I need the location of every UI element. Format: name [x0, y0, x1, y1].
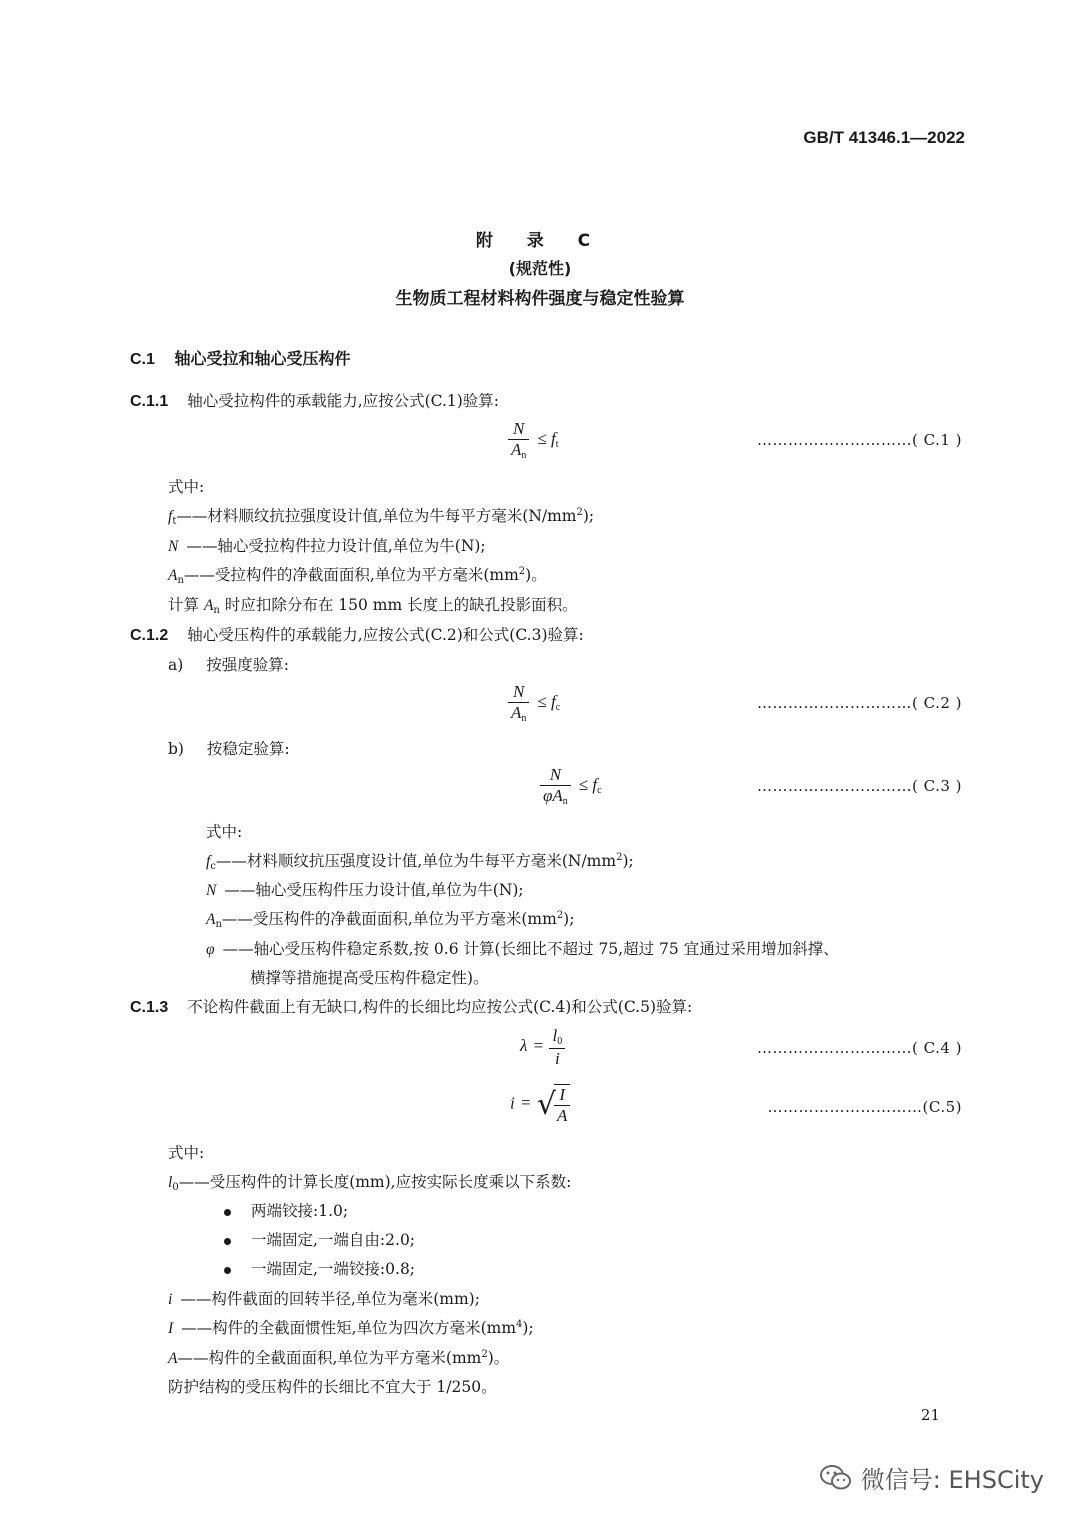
formula-subscript: n	[521, 449, 527, 461]
clause-text: 轴心受拉构件的承载能力,应按公式(C.1)验算:	[187, 392, 500, 410]
def-end: );	[622, 852, 634, 870]
def-var: A	[168, 1350, 178, 1367]
definition-item	[206, 907, 574, 930]
watermark-text: 微信号: EHSCity	[860, 1466, 1044, 1494]
def-sub: c	[210, 861, 216, 872]
page-number: 21	[920, 1406, 940, 1424]
def-sup: 4	[516, 1319, 523, 1330]
def-var: f	[206, 853, 211, 870]
clause-text: 不论构件截面上有无缺口,构件的长细比均应按公式(C.4)和公式(C.5)验算:	[187, 998, 693, 1016]
bullet-text: 两端铰接:1.0;	[251, 1202, 349, 1220]
definition-item	[168, 1346, 509, 1368]
formula-denominator: A	[511, 702, 522, 722]
formula-relation: =	[520, 1093, 531, 1113]
list-label: a)	[168, 656, 184, 674]
bullet-text: 一端固定,一端铰接:0.8;	[251, 1260, 416, 1278]
appendix-nature: (规范性)	[508, 259, 572, 278]
clause-note: 防护结构的受压构件的长细比不宜大于 1/250。	[168, 1378, 497, 1396]
def-end: )。	[525, 566, 547, 584]
appendix-label: 附 录 C	[475, 231, 605, 251]
formula-phi: φ	[543, 785, 553, 805]
def-end: )。	[487, 1349, 510, 1367]
def-text: ——受拉构件的净截面面积,单位为平方毫米(mm	[183, 566, 519, 584]
clause-number: C.1.3	[130, 999, 169, 1016]
section-number: C.1	[130, 351, 155, 368]
def-text: ——构件的全截面惯性矩,单位为四次方毫米(mm	[181, 1319, 517, 1337]
formula-c1	[508, 419, 559, 461]
where-label: 式中:	[206, 823, 243, 841]
formula-c4	[520, 1026, 565, 1068]
where-label: 式中:	[168, 478, 205, 496]
standard-number: GB/T 41346.1—2022	[803, 128, 965, 147]
appendix-title: 生物质工程材料构件强度与稳定性验算	[395, 289, 685, 309]
formula-numerator: N	[508, 682, 529, 703]
definition-item	[168, 1287, 480, 1309]
formula-subscript: c	[555, 701, 561, 713]
formula-lhs: i	[510, 1093, 515, 1113]
formula-c2	[508, 682, 560, 724]
wechat-icon	[819, 1463, 853, 1493]
def-text: ——轴心受拉构件拉力设计值,单位为牛(N);	[186, 537, 486, 555]
def-sup: 2	[481, 1349, 488, 1360]
formula-rhs: f	[550, 691, 556, 711]
definition-item	[168, 504, 594, 527]
def-sup: 2	[576, 507, 583, 518]
formula-subscript: c	[597, 784, 602, 796]
equation-number: …………………………( C.4 )	[757, 1039, 962, 1057]
def-text: ——受压构件的净截面面积,单位为平方毫米(mm	[221, 910, 557, 928]
def-end: );	[582, 507, 595, 525]
def-var: I	[168, 1320, 174, 1337]
def-var: f	[168, 508, 173, 525]
note-text: 计算	[168, 596, 200, 614]
def-sub: t	[172, 516, 177, 527]
bullet-item	[224, 1228, 415, 1250]
list-item-b	[168, 737, 290, 759]
clause-note	[168, 593, 578, 616]
def-sub: 0	[172, 1182, 179, 1193]
def-end: );	[563, 910, 575, 928]
clause-number: C.1.2	[130, 627, 169, 644]
formula-numerator: I	[554, 1085, 570, 1106]
formula-subscript: n	[562, 795, 568, 807]
formula-denominator: A	[556, 1105, 568, 1125]
formula-denominator: A	[552, 785, 563, 805]
def-text: ——材料顺纹抗压强度设计值,单位为牛每平方毫米(N/mm	[215, 852, 617, 870]
formula-c3	[540, 765, 602, 807]
equation-number: …………………………( C.2 )	[757, 694, 962, 712]
definition-item	[168, 534, 486, 556]
section-title: 轴心受拉和轴心受压构件	[174, 349, 351, 368]
def-end: );	[522, 1319, 534, 1337]
def-text: ——轴心受压构件稳定系数,按 0.6 计算(长细比不超过 75,超过 75 宜通过采用增加斜撑、	[222, 940, 839, 958]
formula-c5	[510, 1084, 570, 1125]
formula-denominator: A	[511, 439, 522, 459]
list-label: b)	[168, 740, 184, 758]
definition-item	[168, 1170, 571, 1193]
def-var: l	[168, 1174, 173, 1191]
formula-relation: ≤	[537, 428, 547, 448]
def-text: ——构件截面的回转半径,单位为毫米(mm);	[180, 1290, 480, 1308]
bullet-item	[224, 1257, 415, 1279]
where-label: 式中:	[168, 1144, 205, 1162]
formula-relation: ≤	[579, 774, 589, 794]
def-var: N	[206, 882, 217, 899]
clause-number: C.1.1	[130, 393, 169, 410]
def-sup: 2	[616, 852, 623, 863]
def-sup: 2	[556, 910, 564, 921]
section-heading-c1	[130, 346, 351, 369]
note-var: A	[203, 597, 214, 614]
bullet-text: 一端固定,一端自由:2.0;	[251, 1231, 416, 1249]
formula-numerator: N	[540, 765, 571, 786]
def-var: N	[168, 538, 179, 555]
formula-numerator: l	[552, 1026, 558, 1045]
definition-continuation: 横撑等措施提高受压构件稳定性)。	[250, 969, 489, 987]
formula-lhs: λ	[520, 1035, 528, 1055]
def-text: ——轴心受压构件压力设计值,单位为牛(N);	[224, 881, 524, 899]
definition-item	[206, 937, 839, 959]
definition-item	[168, 563, 547, 586]
watermark	[819, 1460, 1044, 1495]
bullet-item	[224, 1199, 348, 1221]
list-text: 按稳定验算:	[206, 740, 290, 758]
formula-rhs: f	[550, 428, 556, 448]
equation-number: …………………………( C.3 )	[757, 777, 962, 795]
formula-relation: ≤	[537, 691, 547, 711]
formula-subscript: t	[555, 438, 559, 450]
note-sub: n	[213, 605, 220, 616]
def-var: A	[168, 567, 178, 584]
def-text: ——受压构件的计算长度(mm),应按实际长度乘以下系数:	[178, 1173, 572, 1191]
def-sub: n	[177, 575, 184, 586]
formula-subscript: 0	[557, 1036, 563, 1047]
bullet-icon	[224, 1238, 231, 1245]
formula-denominator: i	[554, 1048, 560, 1068]
note-text: 时应扣除分布在 150 mm 长度上的缺孔投影面积。	[224, 596, 578, 614]
def-sup: 2	[518, 566, 526, 577]
equation-number: …………………………(C.5)	[767, 1098, 962, 1116]
def-var: A	[206, 911, 216, 928]
sqrt-icon: √	[536, 1087, 556, 1123]
formula-relation: =	[533, 1035, 544, 1055]
clause-text: 轴心受压构件的承载能力,应按公式(C.2)和公式(C.3)验算:	[187, 626, 584, 644]
clause-c11	[130, 389, 499, 411]
def-var: i	[168, 1291, 173, 1308]
list-item-a	[168, 653, 289, 675]
formula-subscript: n	[521, 712, 527, 724]
definition-item	[206, 878, 524, 900]
def-text: ——材料顺纹抗拉强度设计值,单位为牛每平方毫米(N/mm	[176, 507, 577, 525]
clause-c13	[130, 995, 692, 1017]
def-sub: n	[215, 919, 222, 930]
def-var: φ	[206, 941, 215, 958]
clause-c12	[130, 623, 584, 645]
formula-rhs: f	[592, 774, 598, 794]
equation-number: …………………………( C.1 )	[757, 431, 962, 449]
formula-numerator: N	[508, 419, 529, 440]
definition-item	[168, 1316, 534, 1338]
bullet-icon	[224, 1209, 231, 1216]
list-text: 按强度验算:	[206, 656, 289, 674]
definition-item	[206, 849, 634, 872]
bullet-icon	[224, 1267, 231, 1274]
def-text: ——构件的全截面面积,单位为平方毫米(mm	[177, 1349, 482, 1367]
